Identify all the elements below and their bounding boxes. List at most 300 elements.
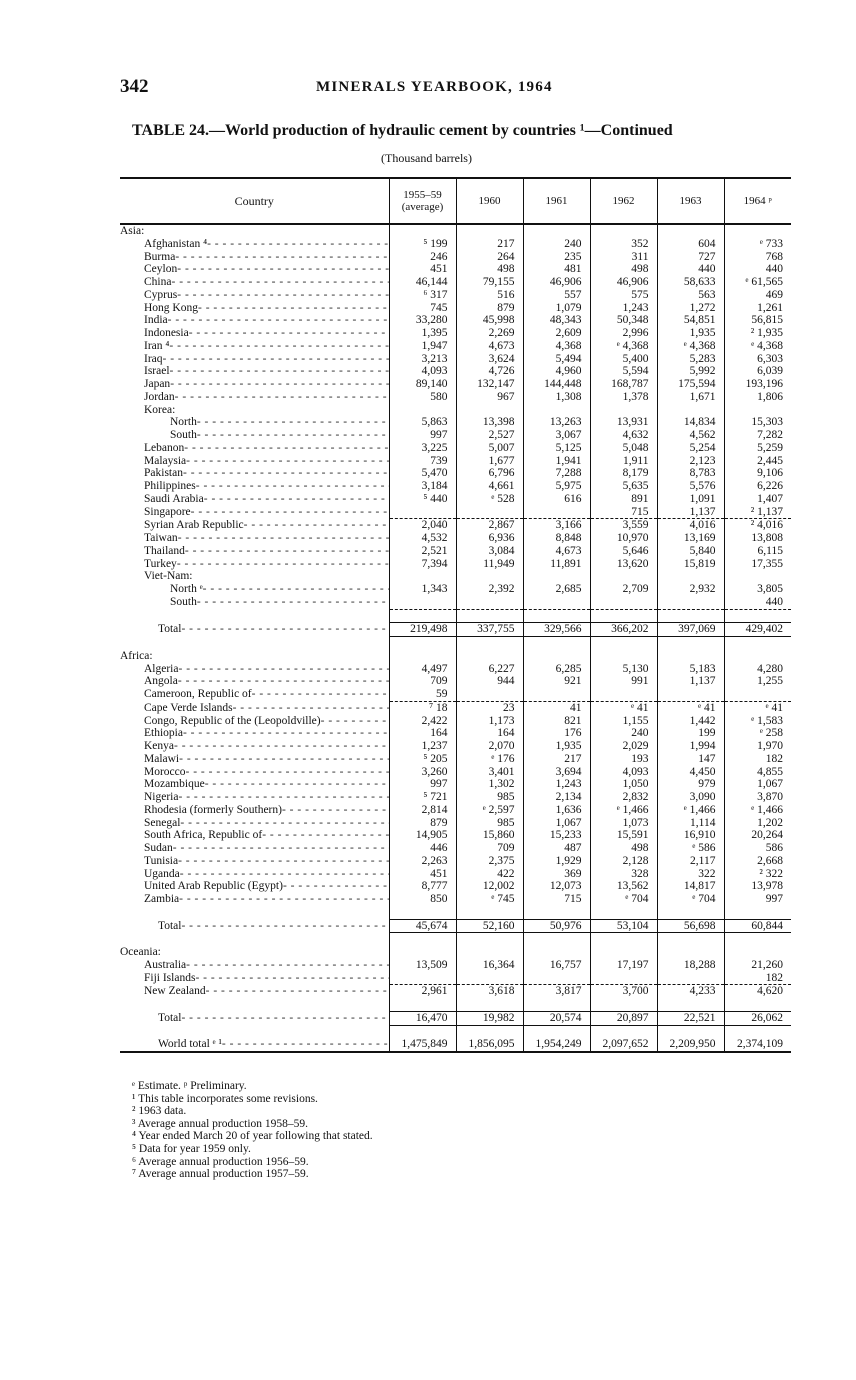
value-cell: ᵉ 41 <box>590 701 657 714</box>
country-cell <box>120 663 389 676</box>
country-cell <box>120 224 389 238</box>
value-cell: ᵉ 1,466 <box>724 804 791 817</box>
spacer-cell <box>120 1025 389 1038</box>
value-cell: 89,140 <box>389 378 456 391</box>
value-cell: 369 <box>523 868 590 881</box>
country-label-with-leader <box>144 391 389 404</box>
value-cell <box>590 650 657 663</box>
value-cell: 2,392 <box>456 583 523 596</box>
value-cell: 715 <box>523 893 590 906</box>
country-cell <box>120 740 389 753</box>
country-label-with-leader <box>144 238 389 251</box>
country-label-with-leader <box>144 675 389 688</box>
value-cell: 328 <box>590 868 657 881</box>
value-cell: 13,509 <box>389 959 456 972</box>
value-cell: 16,910 <box>657 829 724 842</box>
country-label-with-leader <box>158 623 389 636</box>
value-cell: 246 <box>389 251 456 264</box>
value-cell: 2,040 <box>389 519 456 532</box>
spacer-row <box>120 906 791 919</box>
value-cell: 13,398 <box>456 416 523 429</box>
spacer-cell <box>724 998 791 1011</box>
country-label: Fiji Islands <box>144 971 196 984</box>
country-label: Total <box>158 919 182 932</box>
value-cell: 240 <box>590 727 657 740</box>
value-cell: 45,998 <box>456 314 523 327</box>
country-label: Mozambique <box>144 778 205 791</box>
country-cell <box>120 442 389 455</box>
spacer-cell <box>456 637 523 650</box>
value-cell: 1,935 <box>657 327 724 340</box>
country-label: Afghanistan ⁴ <box>144 237 208 250</box>
value-cell: ² 322 <box>724 868 791 881</box>
value-cell: 616 <box>523 493 590 506</box>
value-cell: 1,671 <box>657 391 724 404</box>
value-cell: 182 <box>724 972 791 985</box>
dot-leader <box>262 829 388 842</box>
country-label-with-leader <box>170 596 389 609</box>
value-cell: ² 1,137 <box>724 506 791 519</box>
country-cell <box>120 480 389 493</box>
value-cell: 16,364 <box>456 959 523 972</box>
value-cell: 5,494 <box>523 353 590 366</box>
value-cell <box>389 570 456 583</box>
value-cell: 5,400 <box>590 353 657 366</box>
country-label-with-leader <box>144 985 389 998</box>
spacer-cell <box>456 998 523 1011</box>
value-cell: ᵉ 4,368 <box>657 340 724 353</box>
value-cell: 1,856,095 <box>456 1038 523 1052</box>
country-cell <box>120 302 389 315</box>
value-cell: 147 <box>657 753 724 766</box>
table-body <box>120 224 791 1052</box>
value-cell: 14,905 <box>389 829 456 842</box>
table-row <box>120 545 791 558</box>
value-cell: 2,814 <box>389 804 456 817</box>
table-row <box>120 493 791 506</box>
dot-leader <box>203 583 389 596</box>
table-row <box>120 224 791 238</box>
value-cell: 322 <box>657 868 724 881</box>
value-cell: 164 <box>456 727 523 740</box>
country-label-with-leader <box>170 416 389 429</box>
country-label-with-leader <box>158 1012 389 1025</box>
value-cell: ⁵ 199 <box>389 238 456 251</box>
country-label-with-leader <box>144 893 389 906</box>
country-cell <box>120 596 389 609</box>
dot-leader <box>170 365 389 378</box>
country-label-with-leader <box>170 429 389 442</box>
value-cell: ᵉ 258 <box>724 727 791 740</box>
country-label: Japan <box>144 378 171 390</box>
value-cell: 13,808 <box>724 532 791 545</box>
country-cell <box>120 675 389 688</box>
spacer-cell <box>456 609 523 623</box>
running-head: MINERALS YEARBOOK, 1964 <box>316 79 553 95</box>
spacer-row <box>120 998 791 1011</box>
value-cell: 745 <box>389 302 456 315</box>
table-unit: (Thousand barrels) <box>381 151 472 165</box>
value-cell: 3,694 <box>523 766 590 779</box>
value-cell <box>724 650 791 663</box>
value-cell: 2,685 <box>523 583 590 596</box>
value-cell: 997 <box>389 778 456 791</box>
value-cell: ᵉ 1,466 <box>657 804 724 817</box>
spacer-cell <box>523 998 590 1011</box>
column-header-country: Country <box>120 178 389 224</box>
column-header-1962: 1962 <box>590 178 657 224</box>
value-cell: 12,073 <box>523 880 590 893</box>
value-cell <box>456 570 523 583</box>
dot-leader <box>175 391 389 404</box>
value-cell: 1,202 <box>724 817 791 830</box>
country-cell <box>120 532 389 545</box>
value-cell: 2,832 <box>590 791 657 804</box>
country-label-with-leader <box>144 289 389 302</box>
value-cell: 739 <box>389 455 456 468</box>
value-cell: 944 <box>456 675 523 688</box>
value-cell <box>389 404 456 417</box>
value-cell <box>389 650 456 663</box>
country-label: Sudan <box>144 842 173 854</box>
dot-leader <box>178 663 388 676</box>
dot-leader <box>198 302 389 315</box>
value-cell: 879 <box>456 302 523 315</box>
spacer-cell <box>120 998 389 1011</box>
value-cell: ᵉ 61,565 <box>724 276 791 289</box>
value-cell: 48,343 <box>523 314 590 327</box>
value-cell: 7,394 <box>389 558 456 571</box>
spacer-cell <box>657 1025 724 1038</box>
dot-leader <box>196 480 389 493</box>
dot-leader <box>191 506 389 519</box>
value-cell: 5,048 <box>590 442 657 455</box>
value-cell <box>657 596 724 609</box>
country-label: Total <box>158 623 182 636</box>
value-cell: 3,260 <box>389 766 456 779</box>
value-cell: 4,726 <box>456 365 523 378</box>
value-cell: 1,114 <box>657 817 724 830</box>
country-cell <box>120 263 389 276</box>
country-label: Tunisia <box>144 854 179 867</box>
value-cell <box>389 946 456 959</box>
value-cell: 2,263 <box>389 855 456 868</box>
country-cell <box>120 766 389 779</box>
table-row <box>120 276 791 289</box>
value-cell <box>456 596 523 609</box>
table-row <box>120 519 791 532</box>
value-cell: 3,817 <box>523 985 590 998</box>
dot-leader <box>207 238 388 251</box>
table-row <box>120 946 791 959</box>
value-cell <box>456 506 523 519</box>
country-cell <box>120 365 389 378</box>
spacer-cell <box>724 1025 791 1038</box>
dot-leader <box>205 778 389 791</box>
country-cell <box>120 972 389 985</box>
value-cell: 1,378 <box>590 391 657 404</box>
footnote: ⁶ Average annual production 1956–59. <box>132 1155 309 1168</box>
value-cell: 5,840 <box>657 545 724 558</box>
value-cell: 2,209,950 <box>657 1038 724 1052</box>
value-cell: 991 <box>590 675 657 688</box>
spacer-cell <box>590 933 657 946</box>
value-cell: 6,226 <box>724 480 791 493</box>
value-cell: 3,624 <box>456 353 523 366</box>
value-cell: 79,155 <box>456 276 523 289</box>
value-cell: 14,817 <box>657 880 724 893</box>
country-label-with-leader <box>144 727 389 740</box>
value-cell: 41 <box>523 701 590 714</box>
value-cell: 1,243 <box>523 778 590 791</box>
table-row <box>120 570 791 583</box>
value-cell <box>657 650 724 663</box>
value-cell: 575 <box>590 289 657 302</box>
value-cell: ⁶ 317 <box>389 289 456 302</box>
value-cell: 2,134 <box>523 791 590 804</box>
spacer-cell <box>724 637 791 650</box>
value-cell: ᵉ 733 <box>724 238 791 251</box>
value-cell: 3,067 <box>523 429 590 442</box>
country-cell <box>120 804 389 817</box>
value-cell: 3,870 <box>724 791 791 804</box>
table-row <box>120 727 791 740</box>
country-label: Indonesia <box>144 327 189 339</box>
value-cell: 4,632 <box>590 429 657 442</box>
spacer-cell <box>657 998 724 1011</box>
value-cell <box>657 570 724 583</box>
dot-leader <box>175 251 388 264</box>
value-cell: 727 <box>657 251 724 264</box>
value-cell: 6,115 <box>724 545 791 558</box>
dot-leader <box>186 959 388 972</box>
country-label: Iran ⁴ <box>144 339 170 352</box>
value-cell <box>523 570 590 583</box>
country-label: Lebanon <box>144 441 185 454</box>
value-cell: 5,576 <box>657 480 724 493</box>
country-cell <box>120 893 389 906</box>
value-cell: 46,906 <box>523 276 590 289</box>
value-cell: ᵉ 1,583 <box>724 715 791 728</box>
value-cell: 240 <box>523 238 590 251</box>
country-label-with-leader <box>144 353 389 366</box>
value-cell <box>523 946 590 959</box>
table-row <box>120 959 791 972</box>
country-label-with-leader <box>144 340 389 353</box>
column-header-1960: 1960 <box>456 178 523 224</box>
country-label-with-leader <box>170 583 389 596</box>
value-cell: 5,183 <box>657 663 724 676</box>
value-cell: 217 <box>456 238 523 251</box>
value-cell: 1,173 <box>456 715 523 728</box>
country-label: World total ᵉ ¹ <box>158 1038 222 1051</box>
country-label-with-leader <box>144 506 389 519</box>
country-label-with-leader <box>144 740 389 753</box>
value-cell: 52,160 <box>456 919 523 933</box>
value-cell: 1,442 <box>657 715 724 728</box>
table-row <box>120 251 791 264</box>
value-cell: 429,402 <box>724 623 791 637</box>
value-cell: 235 <box>523 251 590 264</box>
value-cell: 4,093 <box>590 766 657 779</box>
dot-leader <box>178 532 389 545</box>
country-label-with-leader <box>158 1038 389 1051</box>
value-cell: 217 <box>523 753 590 766</box>
value-cell: 144,448 <box>523 378 590 391</box>
country-label-with-leader <box>144 778 389 791</box>
value-cell: 921 <box>523 675 590 688</box>
dot-leader <box>170 378 388 391</box>
value-cell: 13,169 <box>657 532 724 545</box>
country-label: Thailand <box>144 544 185 557</box>
table-row <box>120 817 791 830</box>
country-label: Australia <box>144 958 187 971</box>
value-cell: 182 <box>724 753 791 766</box>
value-cell: ⁵ 721 <box>389 791 456 804</box>
table-row <box>120 675 791 688</box>
country-cell <box>120 404 389 417</box>
value-cell: 1,911 <box>590 455 657 468</box>
country-label: Saudi Arabia <box>144 492 204 505</box>
value-cell: 1,941 <box>523 455 590 468</box>
value-cell: 3,184 <box>389 480 456 493</box>
value-cell <box>389 506 456 519</box>
dot-leader <box>183 467 389 480</box>
value-cell: 487 <box>523 842 590 855</box>
table-row <box>120 663 791 676</box>
table-row <box>120 880 791 893</box>
value-cell: 997 <box>724 893 791 906</box>
country-cell <box>120 985 389 998</box>
value-cell: 13,562 <box>590 880 657 893</box>
value-cell: 50,976 <box>523 919 590 933</box>
table-row <box>120 778 791 791</box>
value-cell: 20,264 <box>724 829 791 842</box>
value-cell <box>456 650 523 663</box>
dot-leader <box>169 340 388 353</box>
country-label-with-leader <box>144 804 389 817</box>
country-label-with-leader <box>144 314 389 327</box>
value-cell: 967 <box>456 391 523 404</box>
value-cell: 5,283 <box>657 353 724 366</box>
country-cell <box>120 493 389 506</box>
footnote: ⁵ Data for year 1959 only. <box>132 1142 251 1155</box>
country-label: Cameroon, Republic of <box>144 688 252 701</box>
value-cell: 440 <box>724 263 791 276</box>
value-cell: 1,067 <box>724 778 791 791</box>
value-cell: 19,982 <box>456 1011 523 1025</box>
country-label-with-leader <box>144 855 389 868</box>
value-cell: 2,668 <box>724 855 791 868</box>
country-cell <box>120 959 389 972</box>
value-cell: 54,851 <box>657 314 724 327</box>
table-row <box>120 455 791 468</box>
table-row <box>120 893 791 906</box>
country-cell <box>120 378 389 391</box>
value-cell: 7,282 <box>724 429 791 442</box>
value-cell: 2,709 <box>590 583 657 596</box>
country-label-with-leader <box>144 791 389 804</box>
country-label: United Arab Republic (Egypt) <box>144 880 283 893</box>
value-cell: 1,475,849 <box>389 1038 456 1052</box>
value-cell: 4,368 <box>523 340 590 353</box>
country-label-with-leader <box>144 842 389 855</box>
value-cell: 2,128 <box>590 855 657 868</box>
value-cell: 1,091 <box>657 493 724 506</box>
country-cell <box>120 289 389 302</box>
value-cell: 821 <box>523 715 590 728</box>
spacer-cell <box>456 933 523 946</box>
value-cell: 2,527 <box>456 429 523 442</box>
spacer-cell <box>590 637 657 650</box>
country-cell <box>120 353 389 366</box>
dot-leader <box>183 727 389 740</box>
dot-leader <box>197 596 389 609</box>
footnote: ⁷ Average annual production 1957–59. <box>132 1168 309 1181</box>
country-label-with-leader <box>144 880 389 893</box>
country-cell <box>120 778 389 791</box>
value-cell: 1,806 <box>724 391 791 404</box>
value-cell: 604 <box>657 238 724 251</box>
value-cell: 46,144 <box>389 276 456 289</box>
value-cell: 1,343 <box>389 583 456 596</box>
value-cell: 1,137 <box>657 506 724 519</box>
value-cell: 1,155 <box>590 715 657 728</box>
country-cell <box>120 558 389 571</box>
spacer-row <box>120 637 791 650</box>
country-label-with-leader <box>144 663 389 676</box>
table-row <box>120 855 791 868</box>
country-cell <box>120 327 389 340</box>
value-cell: 16,470 <box>389 1011 456 1025</box>
table-row <box>120 416 791 429</box>
table-row <box>120 596 791 609</box>
value-cell: 53,104 <box>590 919 657 933</box>
value-cell <box>590 404 657 417</box>
value-cell: 2,375 <box>456 855 523 868</box>
value-cell: 4,093 <box>389 365 456 378</box>
column-header-1955-59: 1955–59 (average) <box>389 178 456 224</box>
value-cell <box>456 224 523 238</box>
dot-leader <box>178 791 388 804</box>
table-row <box>120 868 791 881</box>
value-cell: 516 <box>456 289 523 302</box>
value-cell: 557 <box>523 289 590 302</box>
table-row <box>120 353 791 366</box>
value-cell: 1,677 <box>456 455 523 468</box>
value-cell: 164 <box>389 727 456 740</box>
dot-leader <box>185 545 389 558</box>
dot-leader <box>282 804 389 817</box>
country-label: Burma <box>144 250 176 263</box>
spacer-cell <box>389 609 456 623</box>
country-cell <box>120 276 389 289</box>
country-cell <box>120 416 389 429</box>
country-cell <box>120 1011 389 1025</box>
country-cell <box>120 688 389 701</box>
value-cell: 3,805 <box>724 583 791 596</box>
value-cell: 4,855 <box>724 766 791 779</box>
value-cell: 193 <box>590 753 657 766</box>
country-cell <box>120 623 389 637</box>
value-cell <box>657 224 724 238</box>
value-cell: 1,308 <box>523 391 590 404</box>
value-cell: ᵉ 4,368 <box>724 340 791 353</box>
country-label: Nigeria <box>144 791 179 803</box>
table-row <box>120 766 791 779</box>
value-cell: 5,130 <box>590 663 657 676</box>
table-row <box>120 701 791 714</box>
